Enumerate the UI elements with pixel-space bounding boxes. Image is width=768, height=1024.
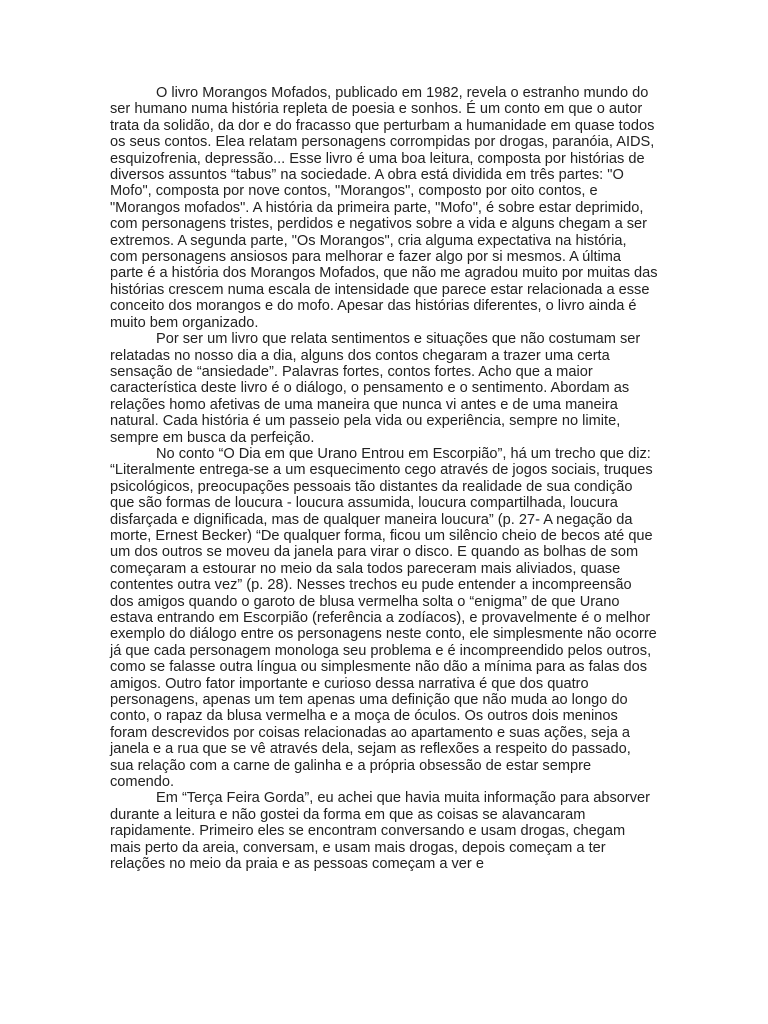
paragraph-1: O livro Morangos Mofados, publicado em 1982, revela o estranho mundo do ser humano numa história repleta de poesia e sonhos. É um conto em que o autor trata da solidão, da dor e do fracasso que perturbam a humanidade em quase todos os seus contos. Elea relatam personagens corrompidas por drogas, paranóia, AIDS, esquizofrenia, depressão... Esse livro é uma boa leitura, composta por histórias de diversos assuntos “tabus” na sociedade. A obra está dividida em três partes: "O Mofo", composta por nove contos, "Morangos", composto por oito contos, e "Morangos mofados". A história da primeira parte, "Mofo", é sobre estar deprimido, com personagens tristes, perdidos e negativos sobre a vida e alguns chegam a ser extremos. A segunda parte, "Os Morangos", cria alguma expectativa na história, com personagens ansiosos para melhorar e fazer algo por si mesmos. A última parte é a história dos Morangos Mofados, que não me agradou muito por muitas das histórias crescem numa escala de intensidade que parece estar relacionada a esse conceito dos morangos e do mofo. Apesar das histórias diferentes, o livro ainda é muito bem organizado. — [110, 85, 658, 331]
paragraph-4: Em “Terça Feira Gorda”, eu achei que havia muita informação para absorver durante a leitura e não gostei da forma em que as coisas se alavancaram rapidamente. Primeiro eles se encontram conversando e usam drogas, chegam mais perto da areia, conversam, e usam mais drogas, depois começam a ter relações no meio da praia e as pessoas começam a ver e — [110, 790, 650, 873]
paragraph-3: No conto “O Dia em que Urano Entrou em Escorpião”, há um trecho que diz: “Literalmente entrega-se a um esquecimento cego através de jogos sociais, truques psicológicos, preocupações pessoais tão distantes da realidade de sua condição que são formas de loucura - loucura assumida, loucura compartilhada, loucura disfarçada e dignificada, mas de qualquer maneira loucura” (p. 27- A negação da morte, Ernest Becker) “De qualquer forma, ficou um silêncio cheio de becos até que um dos outros se moveu da janela para virar o disco. E quando as bolhas de som começaram a estourar no meio da sala todos pareceram mais aliviados, quase contentes outra vez” (p. 28). Nesses trechos eu pude entender a incompreensão dos amigos quando o garoto de blusa vermelha solta o “enigma” de que Urano estava entrando em Escorpião (referência a zodíacos), e provavelmente é o melhor exemplo do diálogo entre os personagens neste conto, ele simplesmente não ocorre já que cada personagem monologa seu problema e é incompreendido pelos outros, como se falasse outra língua ou simplesmente não dão a mínima para as falas dos amigos. Outro fator importante e curioso dessa narrativa é que dos quatro personagens, apenas um tem apenas uma definição que não muda ao longo do conto, o rapaz da blusa vermelha e a moça de óculos. Os outros dois meninos foram descrevidos por coisas relacionadas ao apartamento e suas ações, seja a janela e a rua que se vê através dela, sejam as reflexões a respeito do passado, sua relação com a carne de galinha e a própria obsessão de estar sempre comendo. — [110, 445, 657, 791]
document-body — [110, 85, 658, 873]
paragraph-2: Por ser um livro que relata sentimentos e situações que não costumam ser relatadas no nosso dia a dia, alguns dos contos chegaram a trazer uma certa sensação de “ansiedade”. Palavras fortes, contos fortes. Acho que a maior característica deste livro é o diálogo, o pensamento e o sentimento. Abordam as relações homo afetivas de uma maneira que nunca vi antes e de uma maneira natural. Cada história é um passeio pela vida ou experiência, sempre no limite, sempre em busca da perfeição. — [110, 331, 641, 446]
